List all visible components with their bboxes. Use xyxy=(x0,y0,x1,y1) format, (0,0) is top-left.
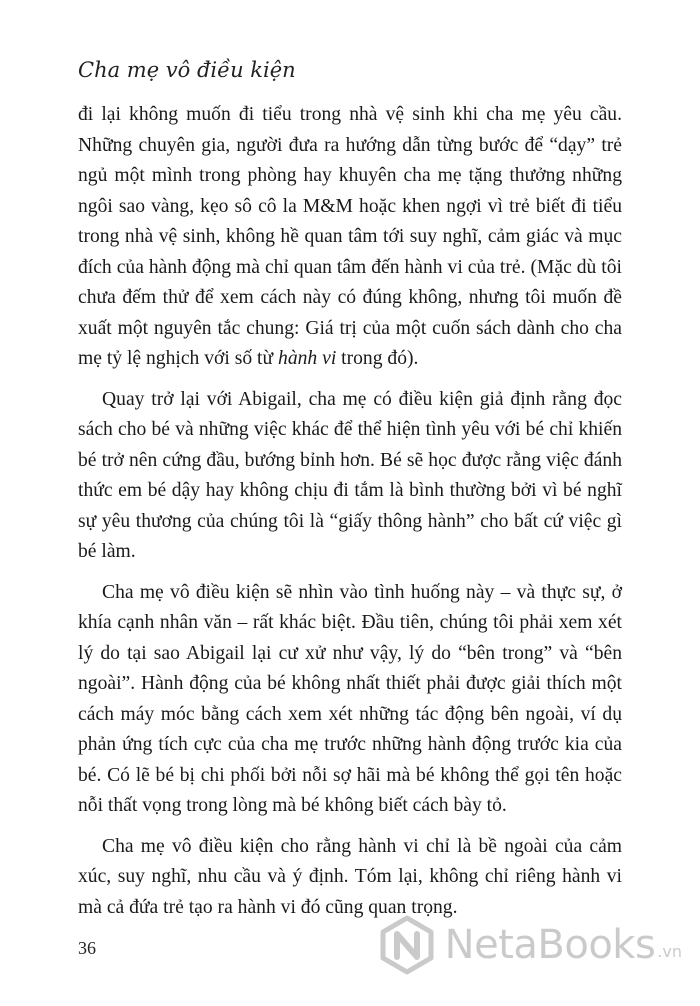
watermark xyxy=(377,915,682,975)
paragraph-1 xyxy=(78,100,622,375)
paragraph-1-text-a: đi lại không muốn đi tiểu trong nhà vệ sinh khi cha mẹ yêu cầu. Những chuyên gia, người đưa ra hướng dẫn từng bước để “dạy” trẻ ngủ một mình trong phòng hay khuyên cha mẹ tặng thưởng những ngôi sao vàng, kẹo sô cô la M&M hoặc khen ngợi vì trẻ biết đi tiểu trong nhà vệ sinh, không hề quan tâm tới suy nghĩ, cảm giác và mục đích của hành động mà chỉ quan tâm đến hành vi của trẻ. (Mặc dù tôi chưa đếm thử để xem cách này có đúng không, nhưng tôi muốn đề xuất một nguyên tắc chung: Giá trị của một cuốn sách dành cho cha mẹ tỷ lệ nghịch với số từ xyxy=(78,104,622,369)
neta-logo-icon xyxy=(377,915,437,975)
page-number: 36 xyxy=(78,938,96,958)
body-text xyxy=(78,100,622,923)
running-header: Cha mẹ vô điều kiện xyxy=(78,58,296,82)
paragraph-2: Quay trở lại với Abigail, cha mẹ có điều kiện giả định rằng đọc sách cho bé và những việc khác để thể hiện tình yêu với bé chỉ khiến bé trở nên cứng đầu, bướng bỉnh hơn. Bé sẽ học được rằng việc đánh thức em bé dậy hay không chịu đi tắm là bình thường bởi vì bé nghĩ sự yêu thương của chúng tôi là “giấy thông hành” cho bất cứ việc gì bé làm. xyxy=(78,388,622,562)
paragraph-1-emphasis: hành vi xyxy=(278,348,337,369)
paragraph-3: Cha mẹ vô điều kiện sẽ nhìn vào tình huống này – và thực sự, ở khía cạnh nhân văn – rất khác biệt. Đầu tiên, chúng tôi phải xem xét lý do tại sao Abigail lại cư xử như vậy, lý do “bên trong” và “bên ngoài”. Hành động của bé không nhất thiết phải được giải thích một cách máy móc bằng cách xem xét những tác động bên ngoài, ví dụ phản ứng tích cực của cha mẹ trước những hành động trước kia của bé. Có lẽ bé bị chi phối bởi nỗi sợ hãi mà bé không thể gọi tên hoặc nỗi thất vọng trong lòng mà bé không biết cách bày tỏ. xyxy=(78,581,622,816)
watermark-brand: NetaBooks xyxy=(444,922,656,968)
paragraph-1-text-b: trong đó). xyxy=(336,348,419,369)
paragraph-4: Cha mẹ vô điều kiện cho rằng hành vi chỉ là bề ngoài của cảm xúc, suy nghĩ, nhu cầu và ý định. Tóm lại, không chỉ riêng hành vi mà cả đứa trẻ tạo ra hành vi đó cũng quan trọng. xyxy=(78,835,622,918)
watermark-suffix: .vn xyxy=(657,942,682,961)
